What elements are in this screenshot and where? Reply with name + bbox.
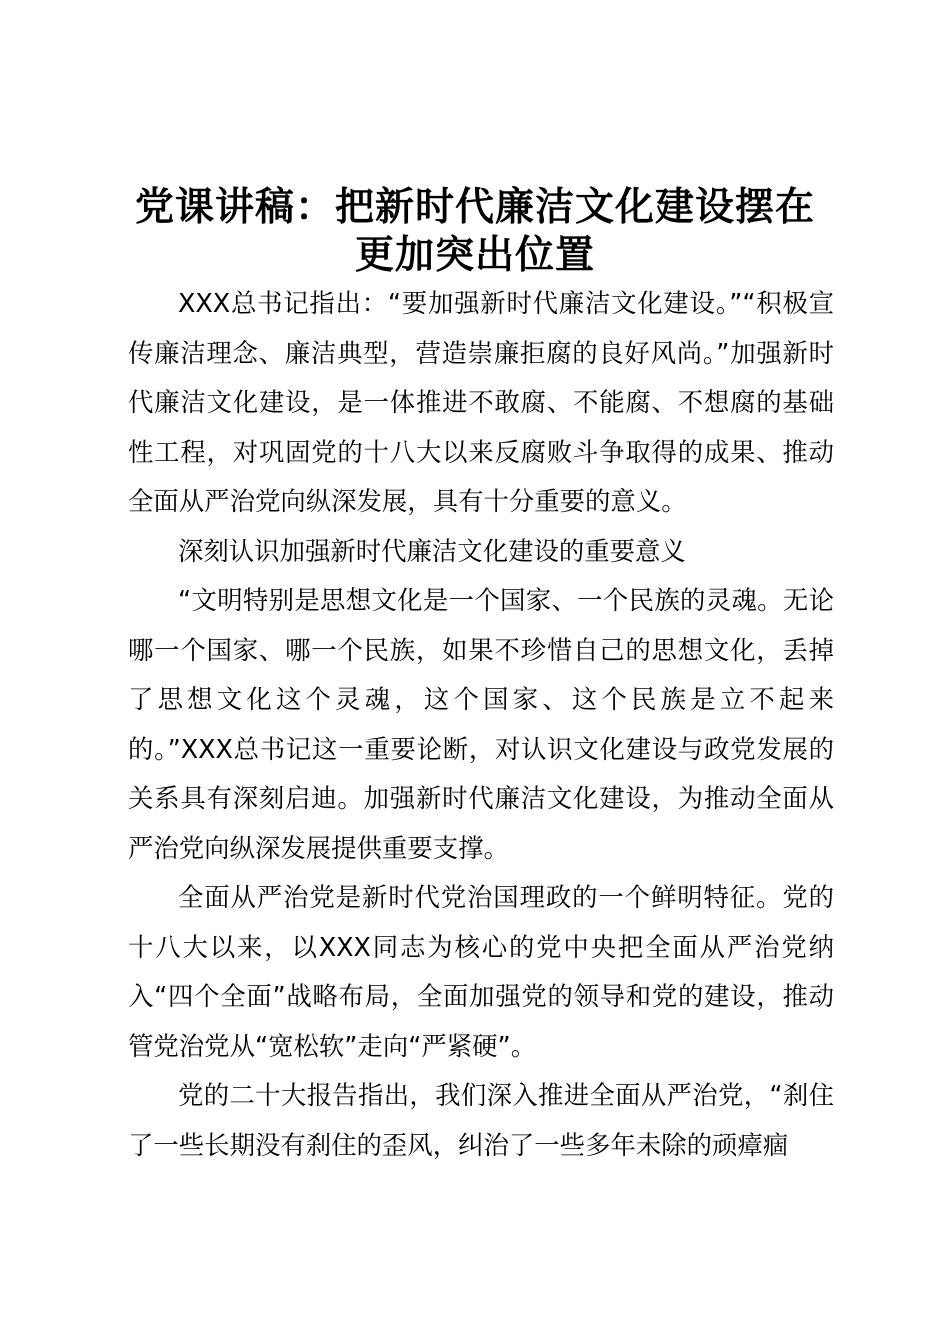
paragraph-culture-soul: “文明特别是思想文化是一个国家、一个民族的灵魂。无论哪一个国家、哪一个民族，如果不珍惜自己的思想文化，丢掉了思想文化这个灵魂，这个国家、这个民族是立不起来的。”XXX总书记这一重要论断，对认识文化建设与政党发展的关系具有深刻启迪。加强新时代廉洁文化建设，为推动全面从严治党向纵深发展提供重要支撑。 bbox=[128, 585, 834, 863]
document-title-line-1: 党课讲稿：把新时代廉洁文化建设摆在 bbox=[134, 185, 815, 230]
document-body bbox=[128, 279, 834, 1170]
paragraph-strict-governance: 全面从严治党是新时代党治国理政的一个鲜明特征。党的十八大以来，以XXX同志为核心的党中央把全面从严治党纳入“四个全面”战略布局，全面加强党的领导和党的建设，推动管党治党从“宽松软”走向“严紧硬”。 bbox=[128, 882, 834, 1061]
paragraph-intro: XXX总书记指出：“要加强新时代廉洁文化建设。”“积极宣传廉洁理念、廉洁典型，营造崇廉拒腐的良好风尚。”加强新时代廉洁文化建设，是一体推进不敢腐、不能腐、不想腐的基础性工程，对巩固党的十八大以来反腐败斗争取得的成果、推动全面从严治党向纵深发展，具有十分重要的意义。 bbox=[128, 288, 834, 516]
document-title-line-2: 更加突出位置 bbox=[354, 233, 595, 278]
paragraph-section-heading: 深刻认识加强新时代廉洁文化建设的重要意义 bbox=[178, 535, 686, 566]
paragraph-twentieth-congress: 党的二十大报告指出，我们深入推进全面从严治党，“刹住了一些长期没有刹住的歪风，纠治了一些多年未除的顽瘴痼 bbox=[128, 1080, 834, 1160]
